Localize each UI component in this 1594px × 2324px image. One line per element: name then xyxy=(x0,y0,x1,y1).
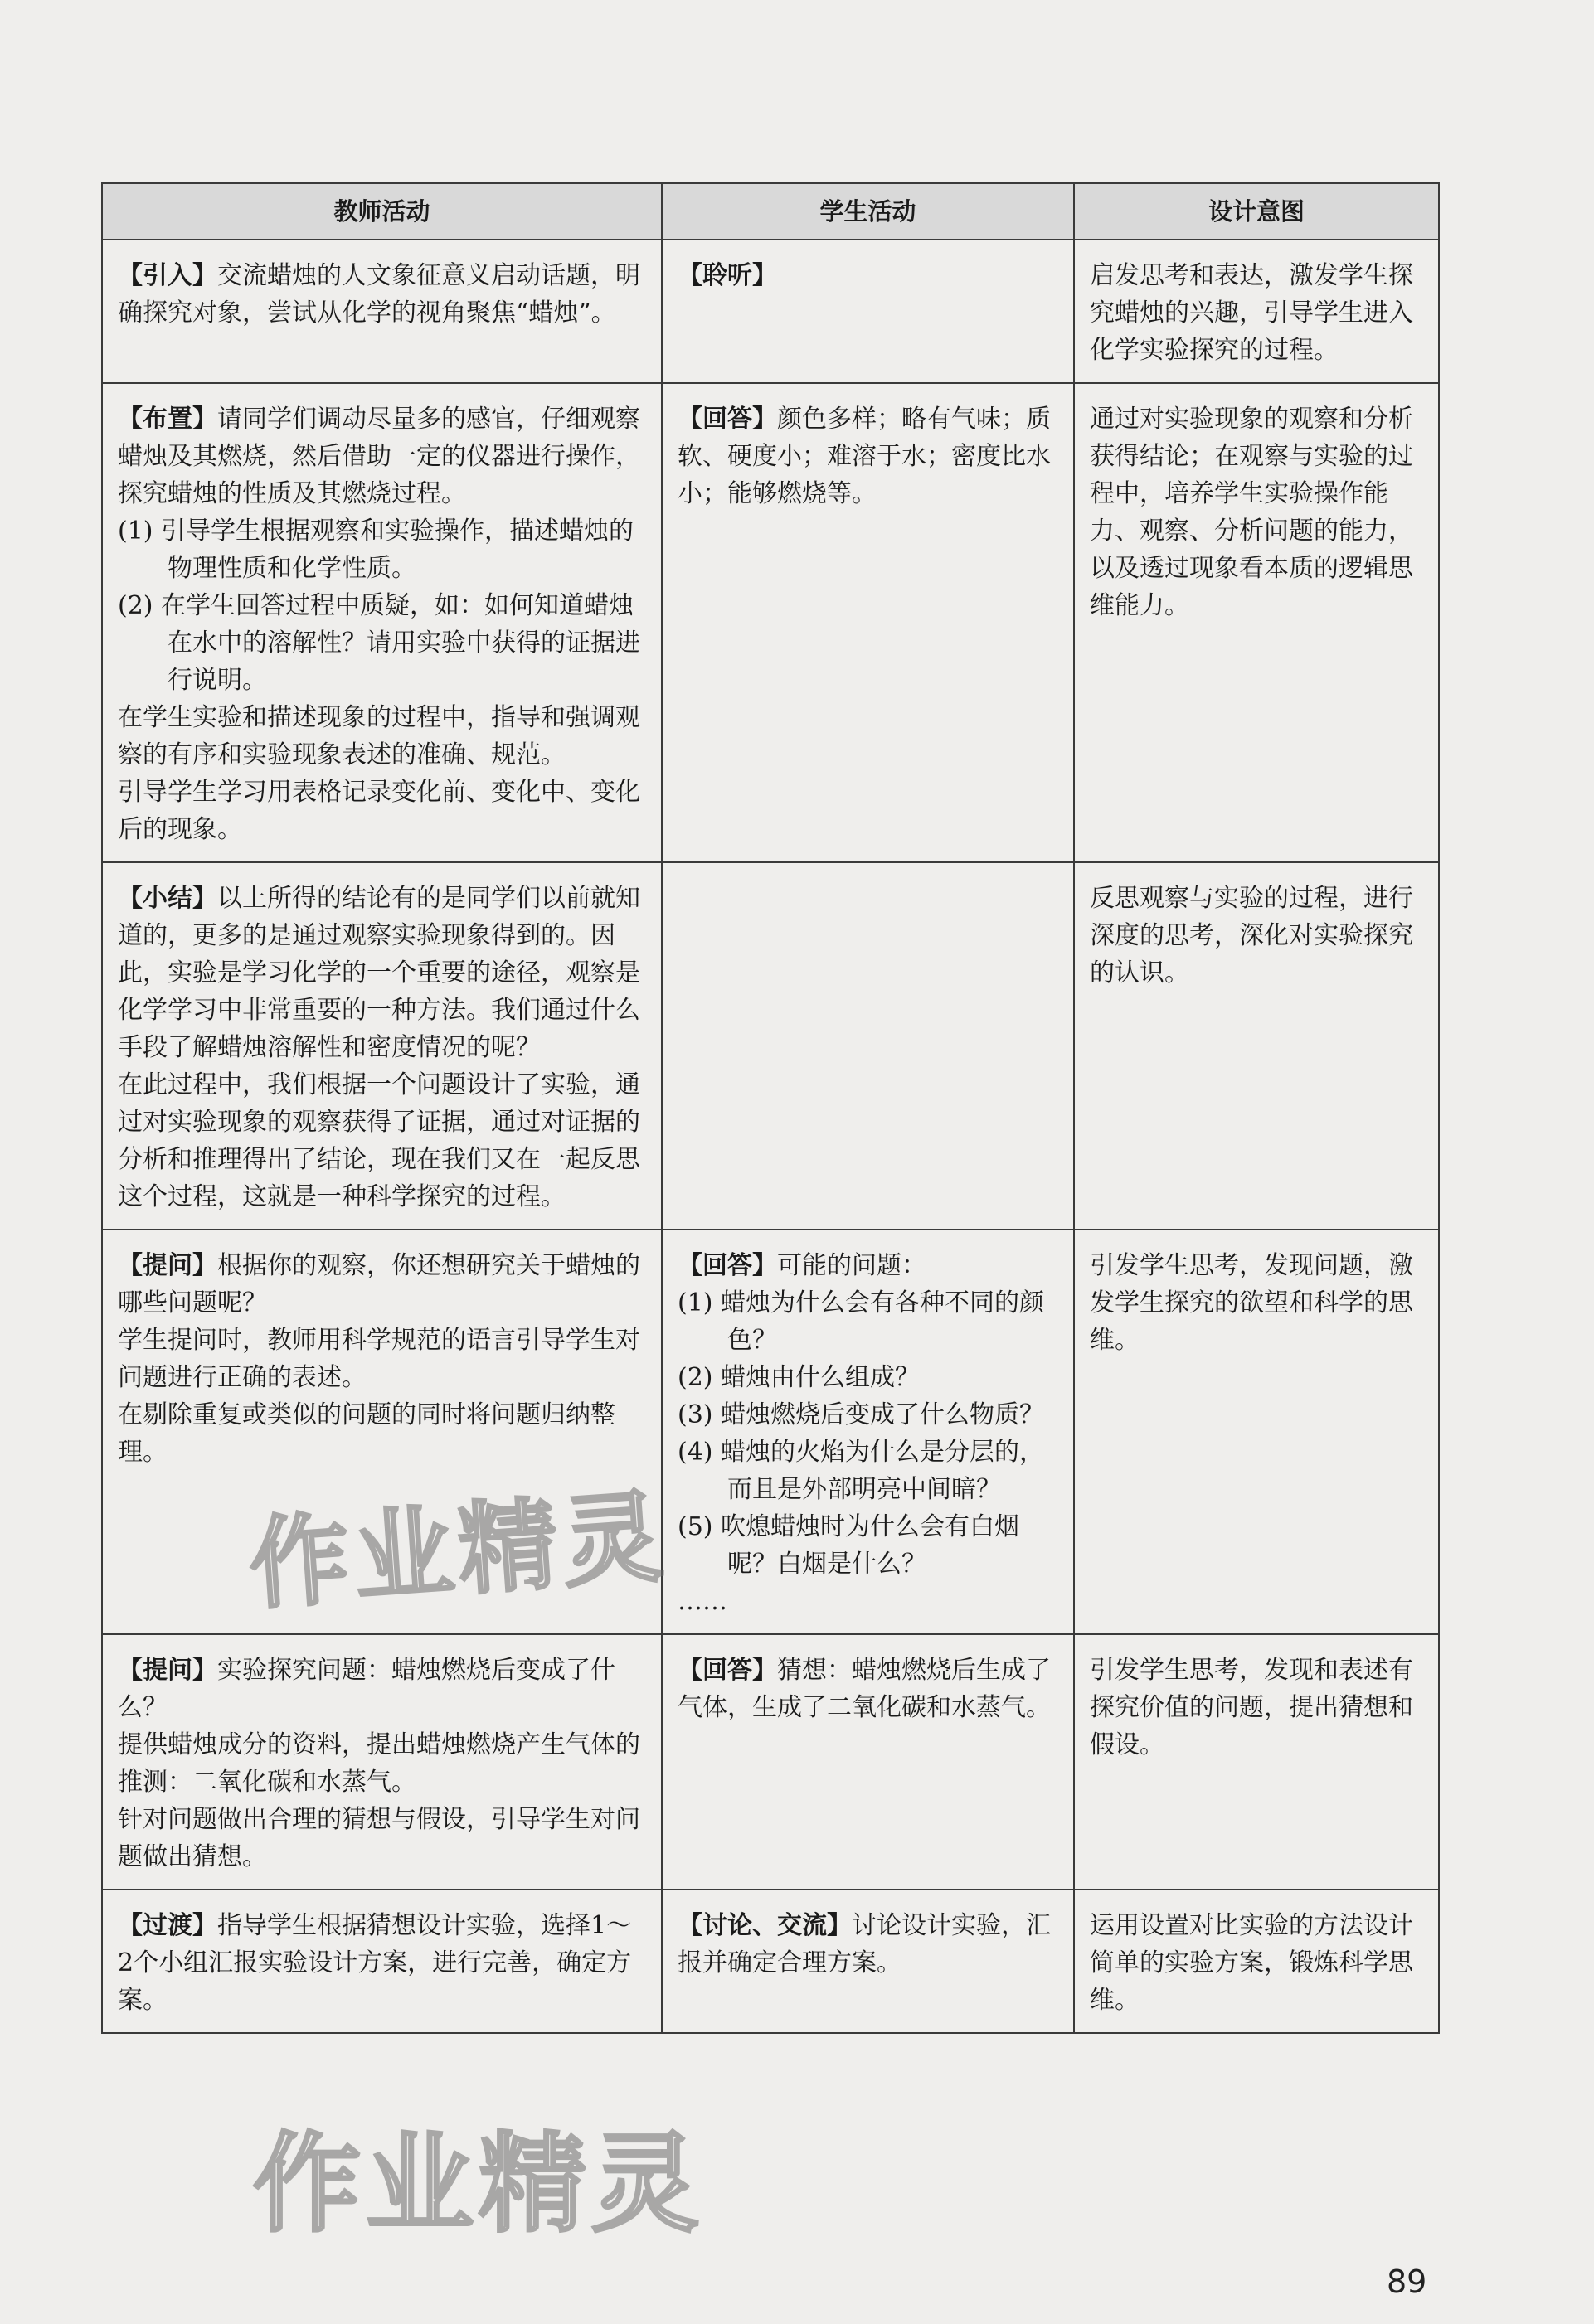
cell-student xyxy=(662,1890,1074,2033)
activity-tag: 【讨论、交流】 xyxy=(678,1911,852,1940)
cell-design xyxy=(1074,862,1439,1230)
cell-student xyxy=(662,862,1074,1230)
paragraph xyxy=(118,1322,646,1396)
cell-student xyxy=(662,1634,1074,1890)
activity-text: 针对问题做出合理的猜想与假设，引导学生对问题做出猜想。 xyxy=(118,1805,640,1871)
list-item xyxy=(678,1359,1058,1396)
cell-teacher xyxy=(102,240,662,383)
activity-tag: 【布置】 xyxy=(118,405,217,434)
activity-text: 提供蜡烛成分的资料，提出蜡烛燃烧产生气体的推测：二氧化碳和水蒸气。 xyxy=(118,1730,640,1797)
cell-teacher xyxy=(102,1230,662,1634)
table-body xyxy=(102,240,1439,2033)
activity-text: (1) 蜡烛为什么会有各种不同的颜色？ xyxy=(678,1288,1045,1355)
activity-text: 实验探究问题：蜡烛燃烧后变成了什么？ xyxy=(118,1656,615,1722)
cell-teacher xyxy=(102,1634,662,1890)
activity-tag: 【提问】 xyxy=(118,1656,217,1685)
table-row xyxy=(102,1634,1439,1890)
activity-text: 根据你的观察，你还想研究关于蜡烛的哪些问题呢？ xyxy=(118,1251,640,1317)
paragraph xyxy=(118,1247,646,1322)
activity-text: 请同学们调动尽量多的感官，仔细观察蜡烛及其燃烧，然后借助一定的仪器进行操作，探究蜡烛的性质及其燃烧过程。 xyxy=(118,405,640,508)
cell-student xyxy=(662,1230,1074,1634)
activity-text: 引导学生学习用表格记录变化前、变化中、变化后的现象。 xyxy=(118,778,640,844)
cell-design xyxy=(1074,1230,1439,1634)
activity-text: (5) 吹熄蜡烛时为什么会有白烟呢？白烟是什么？ xyxy=(678,1512,1020,1579)
watermark-upper: 作业精灵 xyxy=(245,1479,671,1624)
lesson-plan-table xyxy=(101,182,1440,2034)
paragraph xyxy=(678,1652,1058,1726)
table-row xyxy=(102,1230,1439,1634)
list-item xyxy=(678,1508,1058,1583)
activity-text: 猜想：蜡烛燃烧后生成了气体，生成了二氧化碳和水蒸气。 xyxy=(678,1656,1051,1722)
list-item xyxy=(678,1434,1058,1508)
paragraph xyxy=(678,1247,1058,1284)
paragraph xyxy=(678,400,1058,512)
list-item xyxy=(678,1284,1058,1359)
paragraph xyxy=(678,257,1058,294)
activity-text: (4) 蜡烛的火焰为什么是分层的，而且是外部明亮中间暗？ xyxy=(678,1438,1045,1504)
paragraph xyxy=(118,1801,646,1875)
list-item xyxy=(118,587,646,699)
design-intent-text: 反思观察与实验的过程，进行深度的思考，深化对实验探究的认识。 xyxy=(1090,884,1413,987)
design-intent-text: 引发学生思考，发现和表述有探究价值的问题，提出猜想和假设。 xyxy=(1090,1656,1413,1759)
paragraph xyxy=(118,1066,646,1215)
activity-tag: 【回答】 xyxy=(678,1251,777,1280)
activity-text: 在此过程中，我们根据一个问题设计了实验，通过对实验现象的观察获得了证据，通过对证据的分析和推理得出了结论，现在我们又在一起反思这个过程，这就是一种科学探究的过程。 xyxy=(118,1070,640,1211)
activity-text: (3) 蜡烛燃烧后变成了什么物质？ xyxy=(678,1400,1045,1429)
paragraph xyxy=(118,1726,646,1801)
cell-student xyxy=(662,383,1074,862)
activity-text: 指导学生根据猜想设计实验，选择1～2个小组汇报实验设计方案，进行完善，确定方案。 xyxy=(118,1911,632,2015)
paragraph xyxy=(118,1396,646,1471)
design-intent-text: 引发学生思考，发现问题，激发学生探究的欲望和科学的思维。 xyxy=(1090,1251,1413,1355)
header-student-activity: 学生活动 xyxy=(662,183,1074,240)
cell-teacher xyxy=(102,1890,662,2033)
paragraph xyxy=(118,400,646,512)
watermark-lower: 作业精灵 xyxy=(253,2121,705,2247)
cell-student xyxy=(662,240,1074,383)
activity-text: (2) 在学生回答过程中质疑，如：如何知道蜡烛在水中的溶解性？请用实验中获得的证据进行说明。 xyxy=(118,591,640,695)
table-row xyxy=(102,1890,1439,2033)
table-header-row xyxy=(102,183,1439,240)
cell-design xyxy=(1074,240,1439,383)
activity-text: 颜色多样；略有气味；质软、硬度小；难溶于水；密度比水小；能够燃烧等。 xyxy=(678,405,1051,508)
design-intent-text: 启发思考和表达，激发学生探究蜡烛的兴趣，引导学生进入化学实验探究的过程。 xyxy=(1090,261,1413,365)
activity-tag: 【回答】 xyxy=(678,405,777,434)
list-item xyxy=(118,512,646,587)
activity-text: (1) 引导学生根据观察和实验操作，描述蜡烛的物理性质和化学性质。 xyxy=(118,517,634,583)
table-row xyxy=(102,862,1439,1230)
cell-design xyxy=(1074,383,1439,862)
activity-text: 学生提问时，教师用科学规范的语言引导学生对问题进行正确的表述。 xyxy=(118,1326,640,1392)
activity-tag: 【过渡】 xyxy=(118,1911,217,1940)
page-number: 89 xyxy=(1387,2263,1427,2300)
activity-tag: 【回答】 xyxy=(678,1656,777,1685)
design-intent-text: 通过对实验现象的观察和分析获得结论；在观察与实验的过程中，培养学生实验操作能力、观察、分析问题的能力，以及透过现象看本质的逻辑思维能力。 xyxy=(1090,405,1413,620)
paragraph xyxy=(678,1583,1058,1620)
activity-text: 在学生实验和描述现象的过程中，指导和强调观察的有序和实验现象表述的准确、规范。 xyxy=(118,703,640,769)
paragraph xyxy=(118,257,646,332)
list-item xyxy=(678,1396,1058,1434)
cell-design xyxy=(1074,1890,1439,2033)
cell-design xyxy=(1074,1634,1439,1890)
cell-teacher xyxy=(102,383,662,862)
activity-text: (2) 蜡烛由什么组成？ xyxy=(678,1363,921,1392)
paragraph xyxy=(118,774,646,848)
table-row xyxy=(102,383,1439,862)
header-design-intent: 设计意图 xyxy=(1074,183,1439,240)
paragraph xyxy=(678,1907,1058,1982)
activity-tag: 【引入】 xyxy=(118,261,217,290)
header-teacher-activity: 教师活动 xyxy=(102,183,662,240)
activity-text: 交流蜡烛的人文象征意义启动话题，明确探究对象，尝试从化学的视角聚焦“蜡烛”。 xyxy=(118,261,640,327)
paragraph xyxy=(118,1652,646,1726)
activity-text: 讨论设计实验，汇报并确定合理方案。 xyxy=(678,1911,1051,1977)
activity-text: 以上所得的结论有的是同学们以前就知道的，更多的是通过观察实验现象得到的。因此，实验是学习化学的一个重要的途径，观察是化学学习中非常重要的一种方法。我们通过什么手段了解蜡烛溶解性和密度情况的呢？ xyxy=(118,884,640,1062)
activity-text: …… xyxy=(678,1587,727,1616)
paragraph xyxy=(118,1907,646,2019)
activity-tag: 【提问】 xyxy=(118,1251,217,1280)
activity-tag: 【小结】 xyxy=(118,884,217,913)
paragraph xyxy=(118,880,646,1066)
activity-text: 可能的问题： xyxy=(777,1251,926,1280)
cell-teacher xyxy=(102,862,662,1230)
table-row xyxy=(102,240,1439,383)
design-intent-text: 运用设置对比实验的方法设计简单的实验方案，锻炼科学思维。 xyxy=(1090,1911,1413,2015)
activity-tag: 【聆听】 xyxy=(678,261,777,290)
activity-text: 在剔除重复或类似的问题的同时将问题归纳整理。 xyxy=(118,1400,615,1467)
paragraph xyxy=(118,699,646,774)
